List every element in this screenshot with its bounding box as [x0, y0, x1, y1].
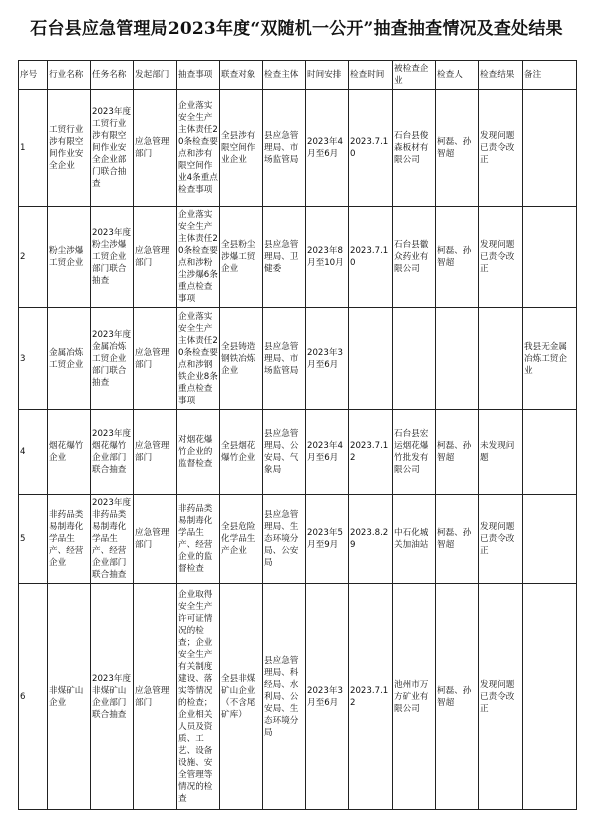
cell-result: 发现问题已责令改正 — [479, 495, 523, 584]
cell-company: 石台县俊森板材有限公司 — [393, 90, 436, 207]
cell-note — [523, 90, 577, 207]
cell-note — [523, 410, 577, 495]
cell-target: 全县非煤矿山企业（不含尾矿库） — [220, 584, 263, 810]
table-row — [19, 584, 577, 810]
cell-note — [523, 584, 577, 810]
cell-date — [349, 308, 393, 410]
header-cell-target: 联查对象 — [220, 61, 263, 90]
cell-dept: 应急管理部门 — [134, 90, 177, 207]
cell-industry: 非煤矿山企业 — [48, 584, 91, 810]
cell-date: 2023.7.12 — [349, 584, 393, 810]
cell-no: 5 — [19, 495, 48, 584]
cell-date: 2023.8.29 — [349, 495, 393, 584]
header-cell-no: 序号 — [19, 61, 48, 90]
cell-industry: 粉尘涉爆工贸企业 — [48, 207, 91, 308]
cell-inspector: 柯磊、孙智超 — [436, 90, 479, 207]
cell-date: 2023.7.10 — [349, 90, 393, 207]
cell-target: 全县危险化学品生产企业 — [220, 495, 263, 584]
cell-no: 4 — [19, 410, 48, 495]
cell-industry: 烟花爆竹企业 — [48, 410, 91, 495]
cell-items: 企业落实安全生产主体责任20条检查要点和涉钢铁企业8条重点检查事项 — [177, 308, 220, 410]
cell-subject: 县应急管理局、公安局、气象局 — [263, 410, 306, 495]
cell-company — [393, 308, 436, 410]
cell-schedule: 2023年4月至6月 — [306, 90, 349, 207]
cell-items: 非药品类易制毒化学品生产、经营企业的监督检查 — [177, 495, 220, 584]
cell-target: 全县烟花爆竹企业 — [220, 410, 263, 495]
cell-task: 2023年度非药品类易制毒化学品生产、经营企业部门联合抽查 — [91, 495, 134, 584]
cell-industry: 非药品类易制毒化学品生产、经营企业 — [48, 495, 91, 584]
cell-date: 2023.7.12 — [349, 410, 393, 495]
table-row — [19, 90, 577, 207]
cell-target: 全县铸造钢铁冶炼企业 — [220, 308, 263, 410]
cell-task: 2023年度金属冶炼工贸企业部门联合抽查 — [91, 308, 134, 410]
cell-result: 发现问题已责令改正 — [479, 207, 523, 308]
cell-no: 1 — [19, 90, 48, 207]
cell-subject: 县应急管理局、卫健委 — [263, 207, 306, 308]
cell-subject: 县应急管理局、生态环境分局、公安局 — [263, 495, 306, 584]
page-title: 石台县应急管理局2023年度“双随机一公开”抽查抽查情况及查处结果 — [30, 19, 563, 39]
cell-note — [523, 207, 577, 308]
cell-dept: 应急管理部门 — [134, 308, 177, 410]
header-cell-inspector: 检查人 — [436, 61, 479, 90]
header-cell-result: 检查结果 — [479, 61, 523, 90]
table-row — [19, 308, 577, 410]
cell-industry: 工贸行业涉有限空间作业安全企业 — [48, 90, 91, 207]
cell-company: 石台县宏运烟花爆竹批发有限公司 — [393, 410, 436, 495]
cell-result — [479, 308, 523, 410]
header-cell-subject: 检查主体 — [263, 61, 306, 90]
cell-items: 企业落实安全生产主体责任20条检查要点和涉粉尘涉爆6条重点检查事项 — [177, 207, 220, 308]
cell-task: 2023年度粉尘涉爆工贸企业部门联合抽查 — [91, 207, 134, 308]
cell-dept: 应急管理部门 — [134, 207, 177, 308]
cell-items: 企业取得安全生产许可证情况的检查；企业安全生产有关制度建设、落实等情况的检查；企业相关人员及资质、工艺、设备设施、安全管理等情况的检查 — [177, 584, 220, 810]
cell-company: 中石化城关加油站 — [393, 495, 436, 584]
header-cell-company: 被检查企业 — [393, 61, 436, 90]
cell-inspector: 柯磊、孙智超 — [436, 207, 479, 308]
cell-schedule: 2023年3月至6月 — [306, 584, 349, 810]
cell-task: 2023年度工贸行业涉有限空间作业安全企业部门联合抽查 — [91, 90, 134, 207]
cell-dept: 应急管理部门 — [134, 584, 177, 810]
cell-inspector: 柯磊、孙智超 — [436, 495, 479, 584]
cell-result: 未发现问题 — [479, 410, 523, 495]
cell-no: 2 — [19, 207, 48, 308]
cell-industry: 金属冶炼工贸企业 — [48, 308, 91, 410]
header-cell-task: 任务名称 — [91, 61, 134, 90]
cell-schedule: 2023年8月至10月 — [306, 207, 349, 308]
cell-note — [523, 495, 577, 584]
cell-target: 全县粉尘涉爆工贸企业 — [220, 207, 263, 308]
cell-items: 企业落实安全生产主体责任20条检查要点和涉有限空间作业4条重点检查事项 — [177, 90, 220, 207]
cell-no: 6 — [19, 584, 48, 810]
cell-items: 对烟花爆竹企业的监督检查 — [177, 410, 220, 495]
cell-task: 2023年度非煤矿山企业部门联合抽查 — [91, 584, 134, 810]
header-cell-items: 抽查事项 — [177, 61, 220, 90]
cell-schedule: 2023年5月至9月 — [306, 495, 349, 584]
table-row — [19, 207, 577, 308]
cell-dept: 应急管理部门 — [134, 495, 177, 584]
cell-date: 2023.7.10 — [349, 207, 393, 308]
cell-result: 发现问题已责令改正 — [479, 584, 523, 810]
cell-inspector: 柯磊、孙智超 — [436, 410, 479, 495]
table-row — [19, 495, 577, 584]
header-cell-dept: 发起部门 — [134, 61, 177, 90]
cell-task: 2023年度烟花爆竹企业部门联合抽查 — [91, 410, 134, 495]
header-cell-industry: 行业名称 — [48, 61, 91, 90]
cell-target: 全县涉有限空间作业企业 — [220, 90, 263, 207]
cell-company: 池州市万方矿业有限公司 — [393, 584, 436, 810]
cell-inspector: 柯磊、孙智超 — [436, 584, 479, 810]
cell-subject: 县应急管理局、市场监管局 — [263, 90, 306, 207]
header-cell-note: 备注 — [523, 61, 577, 90]
cell-company: 石台县徽众药业有限公司 — [393, 207, 436, 308]
cell-no: 3 — [19, 308, 48, 410]
cell-schedule: 2023年3月至6月 — [306, 308, 349, 410]
cell-note: 我县无金属冶炼工贸企业 — [523, 308, 577, 410]
header-cell-schedule: 时间安排 — [306, 61, 349, 90]
inspection-results-table — [18, 60, 577, 810]
table-row — [19, 410, 577, 495]
cell-result: 发现问题已责令改正 — [479, 90, 523, 207]
header-cell-date: 检查时间 — [349, 61, 393, 90]
cell-subject: 县应急管理局、科经局、水利局、公安局、生态环境分局 — [263, 584, 306, 810]
cell-schedule: 2023年4月至6月 — [306, 410, 349, 495]
table-header-row — [19, 61, 577, 90]
cell-inspector — [436, 308, 479, 410]
cell-subject: 县应急管理局、市场监管局 — [263, 308, 306, 410]
cell-dept: 应急管理部门 — [134, 410, 177, 495]
